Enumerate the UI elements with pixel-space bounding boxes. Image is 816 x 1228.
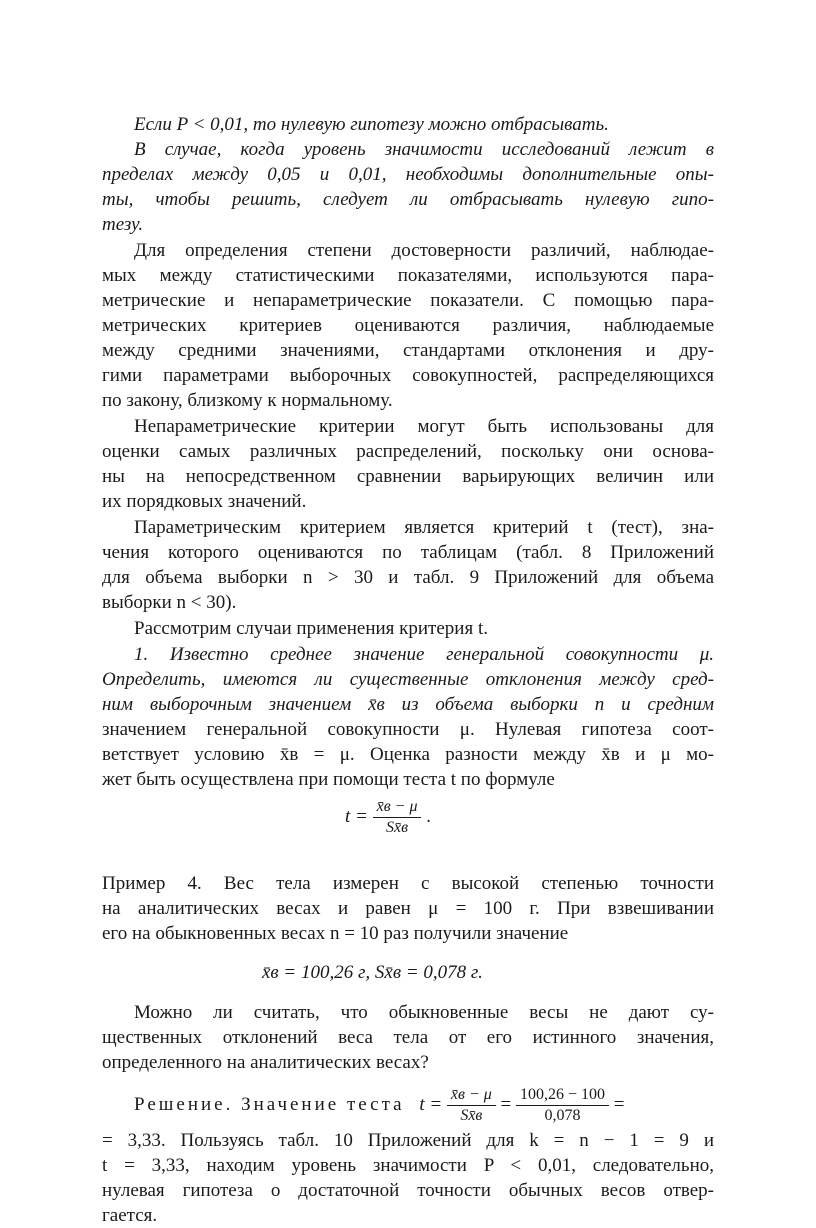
formula-tail: . bbox=[426, 805, 431, 827]
fraction-denominator: 0,078 bbox=[544, 1107, 581, 1124]
text-line: ты, чтобы решить, следует ли отбрасывать нулевую гипо- bbox=[102, 189, 714, 210]
example-line: Пример 4. Вес тела измерен с высокой степенью точности bbox=[102, 873, 714, 894]
text-line: щественных отклонений веса тела от его истинного значения, bbox=[102, 1027, 714, 1048]
text-line: метрические и непараметрические показатели. С помощью пара- bbox=[102, 290, 714, 311]
text-line: пределах между 0,05 и 0,01, необходимы дополнительные опы- bbox=[102, 164, 714, 185]
text-line: Рассмотрим случаи применения критерия t. bbox=[134, 618, 488, 639]
text-line: их порядковых значений. bbox=[102, 491, 307, 512]
fraction-numerator: x̄в − μ bbox=[373, 797, 422, 818]
fraction bbox=[447, 1085, 496, 1126]
text-line: гается. bbox=[102, 1205, 158, 1226]
text-line: по закону, близкому к нормальному. bbox=[102, 390, 393, 411]
text-line: Определить, имеются ли существенные отклонения между сред- bbox=[102, 669, 714, 690]
text-line: нулевая гипотеза о достаточной точности обычных весов отвер- bbox=[102, 1180, 714, 1201]
solution-label: Решение. Значение теста bbox=[134, 1093, 405, 1115]
text-line: значением генеральной совокупности μ. Нулевая гипотеза соот- bbox=[102, 719, 714, 740]
fraction bbox=[373, 797, 422, 838]
text-line: ветствует условию x̄в = μ. Оценка разности между x̄в и μ мо- bbox=[102, 744, 714, 765]
text-line: Непараметрические критерии могут быть использованы для bbox=[134, 416, 714, 437]
text-line: выборки n < 30). bbox=[102, 592, 237, 613]
text-line: тезу. bbox=[102, 214, 144, 235]
text-line: t = 3,33, находим уровень значимости P < 0,01, следовательно, bbox=[102, 1155, 714, 1176]
text-line: = 3,33. Пользуясь табл. 10 Приложений для k = n − 1 = 9 и bbox=[102, 1130, 714, 1151]
text-line: Если P < 0,01, то нулевую гипотезу можно отбрасывать. bbox=[134, 114, 609, 135]
text-line: мых между статистическими показателями, используются пара- bbox=[102, 265, 714, 286]
fraction-numerator: x̄в − μ bbox=[447, 1085, 496, 1106]
text-line: метрических критериев оцениваются различия, наблюдаемые bbox=[102, 315, 714, 336]
text-line: определенного на аналитических весах? bbox=[102, 1052, 429, 1073]
text-line: жет быть осуществлена при помощи теста t по формуле bbox=[102, 769, 555, 790]
formula-values: x̄в = 100,26 г, Sx̄в = 0,078 г. bbox=[262, 962, 483, 983]
formula-t bbox=[345, 797, 431, 838]
text-line: Параметрическим критерием является критерий t (тест), зна- bbox=[134, 517, 714, 538]
text-line: ны на непосредственном сравнении варьирующих величин или bbox=[102, 466, 714, 487]
text-line: Можно ли считать, что обыкновенные весы не дают су- bbox=[134, 1002, 714, 1023]
text-line: чения которого оцениваются по таблицам (табл. 8 Приложений bbox=[102, 542, 714, 563]
fraction-denominator: Sx̄в bbox=[460, 1107, 483, 1124]
solution-line bbox=[134, 1085, 625, 1126]
formula-equals: = bbox=[500, 1093, 512, 1115]
formula-tail: = bbox=[613, 1093, 625, 1115]
text-line: гими параметрами выборочных совокупностей, распределяющихся bbox=[102, 365, 714, 386]
fraction-numerator: 100,26 − 100 bbox=[516, 1085, 609, 1106]
text-line: 1. Известно среднее значение генеральной совокупности μ. bbox=[134, 644, 714, 665]
text-line: его на обыкновенных весах n = 10 раз получили значение bbox=[102, 923, 569, 944]
fraction bbox=[516, 1085, 609, 1126]
text-line: В случае, когда уровень значимости исследований лежит в bbox=[134, 139, 714, 160]
text-line: на аналитических весах и равен μ = 100 г. При взвешивании bbox=[102, 898, 714, 919]
text-line: оценки самых различных распределений, поскольку они основа- bbox=[102, 441, 714, 462]
text-line: Для определения степени достоверности различий, наблюдае- bbox=[134, 240, 714, 261]
text-line: ним выборочным значением x̄в из объема выборки n и средним bbox=[102, 694, 714, 715]
text-line: для объема выборки n > 30 и табл. 9 Приложений для объема bbox=[102, 567, 714, 588]
formula-lhs: t = bbox=[419, 1093, 443, 1115]
text-line: между средними значениями, стандартами отклонения и дру- bbox=[102, 340, 714, 361]
fraction-denominator: Sx̄в bbox=[386, 819, 409, 836]
formula-lhs: t = bbox=[345, 805, 368, 827]
